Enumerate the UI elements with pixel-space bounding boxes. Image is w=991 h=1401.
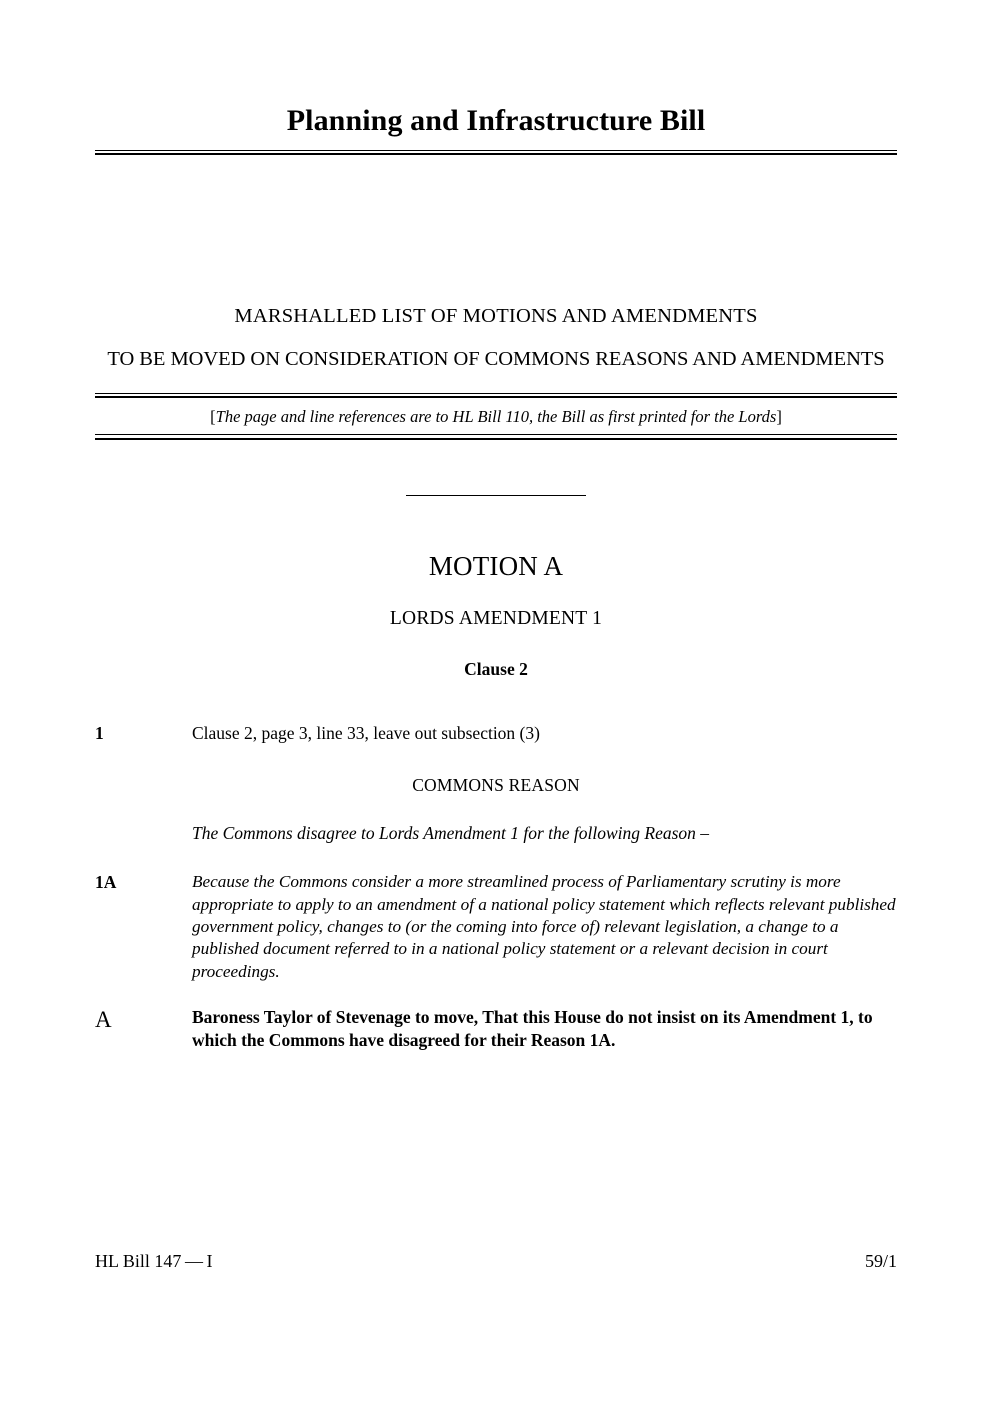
note-rule-bottom: [95, 434, 897, 439]
marshalled-list-heading-line-2: TO BE MOVED ON CONSIDERATION OF COMMONS REASONS AND AMENDMENTS: [107, 347, 885, 370]
motion-entry-text: Baroness Taylor of Stevenage to move, That this House do not insist on its Amendment 1, to which the Commons have disagreed for their Reason 1A.: [192, 1006, 873, 1051]
page-content: [95, 0, 897, 1052]
reference-note-close-bracket: ]: [776, 407, 782, 427]
footer-page-number: 59/1: [864, 1251, 897, 1271]
disagreement-intro-text: The Commons disagree to Lords Amendment 1 for the following Reason –: [192, 823, 710, 844]
amendment-entry: [95, 722, 897, 745]
page-title: Planning and Infrastructure Bill: [286, 104, 706, 137]
reference-note-text: The page and line references are to HL Bill 110, the Bill as first printed for the Lords: [215, 407, 777, 427]
title-rule: [95, 150, 897, 156]
clause-heading: Clause 2: [464, 658, 528, 679]
motion-marker: A: [95, 1006, 112, 1032]
marshalled-list-heading-line-1: MARSHALLED LIST OF MOTIONS AND AMENDMENTS: [234, 305, 758, 328]
lords-amendment-heading: LORDS AMENDMENT 1: [389, 608, 603, 630]
reference-note: [95, 398, 897, 434]
disagreement-intro-entry: [95, 822, 897, 845]
commons-reason-entry: [95, 871, 897, 983]
motion-entry: [95, 1006, 897, 1053]
commons-reason-text: Because the Commons consider a more streamlined process of Parliamentary scrutiny is more appropriate to apply to an amendment of a national policy statement which reflects relevant published government policy, changes to (or the coming into force of) relevant legislation, a change to a published document referred to in a national policy statement or a relevant decision in court proceedings.: [192, 872, 896, 981]
commons-reason-number: 1A: [95, 872, 117, 893]
footer-bill-number: HL Bill 147 — I: [95, 1251, 213, 1271]
commons-reason-heading: COMMONS REASON: [412, 775, 580, 796]
reference-note-open-bracket: [: [210, 407, 216, 427]
marshalled-list-heading-block: [95, 306, 897, 369]
section-divider-wrap: [95, 486, 897, 504]
amendment-number: 1: [95, 723, 104, 744]
section-divider: [406, 495, 586, 496]
page-footer: [95, 1252, 897, 1272]
amendment-text: Clause 2, page 3, line 33, leave out subsection (3): [192, 723, 540, 744]
motion-title: MOTION A: [428, 550, 564, 581]
